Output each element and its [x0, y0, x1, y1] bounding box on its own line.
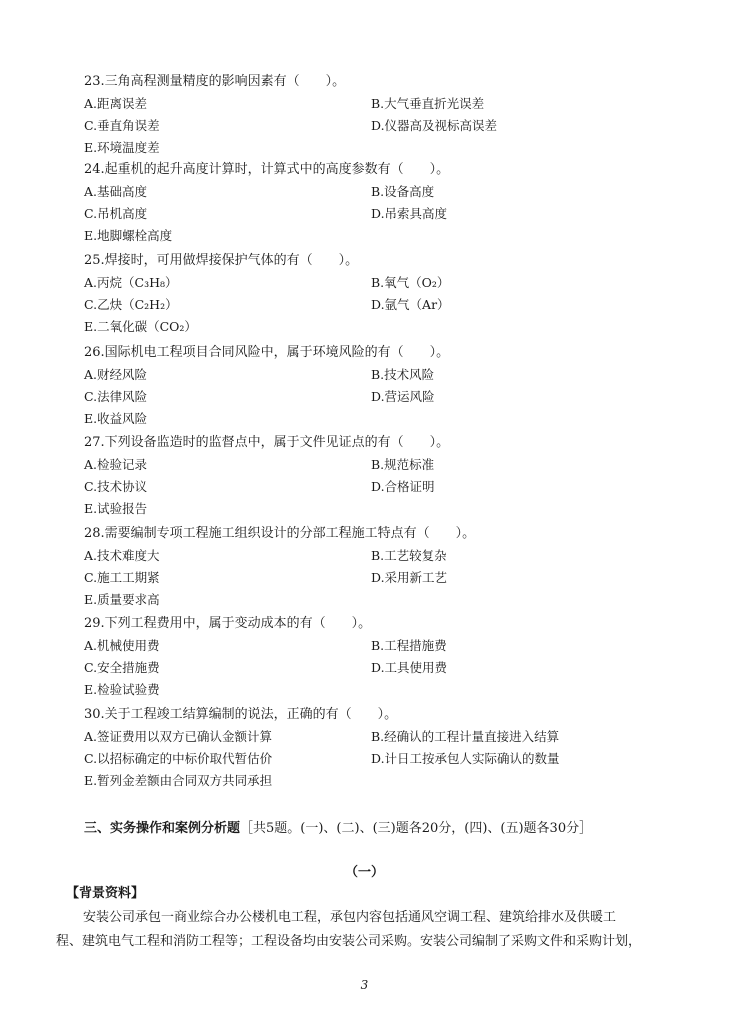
option-b: B.氧气（O₂） [371, 275, 450, 290]
question-stem: 23.三角高程测量精度的影响因素有（ ）。 [84, 74, 346, 89]
option-b: B.大气垂直折光误差 [371, 96, 485, 111]
option-b: B.工程措施费 [371, 638, 447, 653]
options-row-cd [84, 386, 684, 408]
options-row-ab [84, 545, 684, 567]
options-row-ab [84, 635, 684, 657]
options-row-ab [84, 181, 684, 203]
section-note: ［共5题。(一)、(二)、(三)题各20分，(四)、(五)题各30分］ [240, 821, 593, 836]
option-c: C.安全措施费 [84, 660, 160, 675]
option-a: A.财经风险 [84, 367, 148, 382]
question-27 [84, 432, 684, 520]
question-23 [84, 71, 684, 159]
question-25 [84, 250, 684, 338]
options-row-ab [84, 454, 684, 476]
option-e: E.暂列金差额由合同双方共同承担 [84, 773, 273, 788]
option-c: C.施工工期紧 [84, 570, 160, 585]
question-stem: 25.焊接时，可用做焊接保护气体的有（ ）。 [84, 253, 359, 268]
option-e: E.环境温度差 [84, 140, 160, 155]
question-stem: 30.关于工程竣工结算编制的说法，正确的有（ ）。 [84, 707, 398, 722]
case-title: （一） [344, 865, 384, 880]
options-row-ab [84, 93, 684, 115]
option-d: D.仪器高及视标高误差 [371, 118, 498, 133]
option-a: A.距离误差 [84, 96, 148, 111]
options-row-ab [84, 364, 684, 386]
option-c: C.乙炔（C₂H₂） [84, 297, 178, 312]
option-a: A.签证费用以双方已确认金额计算 [84, 729, 273, 744]
background-paragraph-line-1: 安装公司承包一商业综合办公楼机电工程，承包内容包括通风空调工程、建筑给排水及供暖工 [83, 910, 617, 925]
option-d: D.采用新工艺 [371, 570, 448, 585]
option-b: B.工艺较复杂 [371, 548, 447, 563]
question-stem: 29.下列工程费用中，属于变动成本的有（ ）。 [84, 616, 372, 631]
question-stem: 24.起重机的起升高度计算时，计算式中的高度参数有（ ）。 [84, 162, 450, 177]
option-c: C.垂直角误差 [84, 118, 160, 133]
options-row-cd [84, 748, 684, 770]
option-d: D.吊索具高度 [371, 206, 448, 221]
question-stem: 26.国际机电工程项目合同风险中，属于环境风险的有（ ）。 [84, 345, 450, 360]
option-e: E.检验试验费 [84, 682, 160, 697]
question-29 [84, 613, 684, 701]
question-26 [84, 342, 684, 430]
option-d: D.计日工按承包人实际确认的数量 [371, 751, 560, 766]
options-row-cd [84, 567, 684, 589]
option-e: E.二氧化碳（CO₂） [84, 319, 197, 334]
page-number: 3 [360, 978, 369, 992]
option-a: A.技术难度大 [84, 548, 160, 563]
option-e: E.试验报告 [84, 501, 148, 516]
question-stem: 27.下列设备监造时的监督点中，属于文件见证点的有（ ）。 [84, 435, 450, 450]
option-b: B.规范标准 [371, 457, 435, 472]
option-b: B.设备高度 [371, 184, 435, 199]
option-b: B.经确认的工程计量直接进入结算 [371, 729, 560, 744]
option-c: C.吊机高度 [84, 206, 148, 221]
options-row-cd [84, 115, 684, 137]
option-e: E.质量要求高 [84, 592, 160, 607]
option-e: E.地脚螺栓高度 [84, 228, 173, 243]
option-d: D.氩气（Ar） [371, 297, 450, 312]
option-a: A.基础高度 [84, 184, 148, 199]
option-d: D.营运风险 [371, 389, 435, 404]
question-24 [84, 159, 684, 247]
section-title: 三、实务操作和案例分析题 [84, 821, 241, 836]
options-row-cd [84, 294, 684, 316]
background-label: 【背景资料】 [66, 886, 145, 901]
question-28 [84, 523, 684, 611]
section-heading [84, 818, 592, 840]
option-d: D.工具使用费 [371, 660, 448, 675]
option-e: E.收益风险 [84, 411, 148, 426]
options-row-ab [84, 272, 684, 294]
option-c: C.技术协议 [84, 479, 148, 494]
options-row-cd [84, 657, 684, 679]
options-row-cd [84, 203, 684, 225]
option-c: C.法律风险 [84, 389, 148, 404]
option-a: A.机械使用费 [84, 638, 160, 653]
question-30 [84, 704, 684, 792]
options-row-cd [84, 476, 684, 498]
option-a: A.检验记录 [84, 457, 148, 472]
option-d: D.合格证明 [371, 479, 435, 494]
options-row-ab [84, 726, 684, 748]
option-a: A.丙烷（C₃H₈） [84, 275, 178, 290]
background-paragraph-line-2: 程、建筑电气工程和消防工程等；工程设备均由安装公司采购。安装公司编制了采购文件和采购计划， [56, 934, 642, 949]
option-c: C.以招标确定的中标价取代暂估价 [84, 751, 273, 766]
question-stem: 28.需要编制专项工程施工组织设计的分部工程施工特点有（ ）。 [84, 526, 476, 541]
option-b: B.技术风险 [371, 367, 435, 382]
